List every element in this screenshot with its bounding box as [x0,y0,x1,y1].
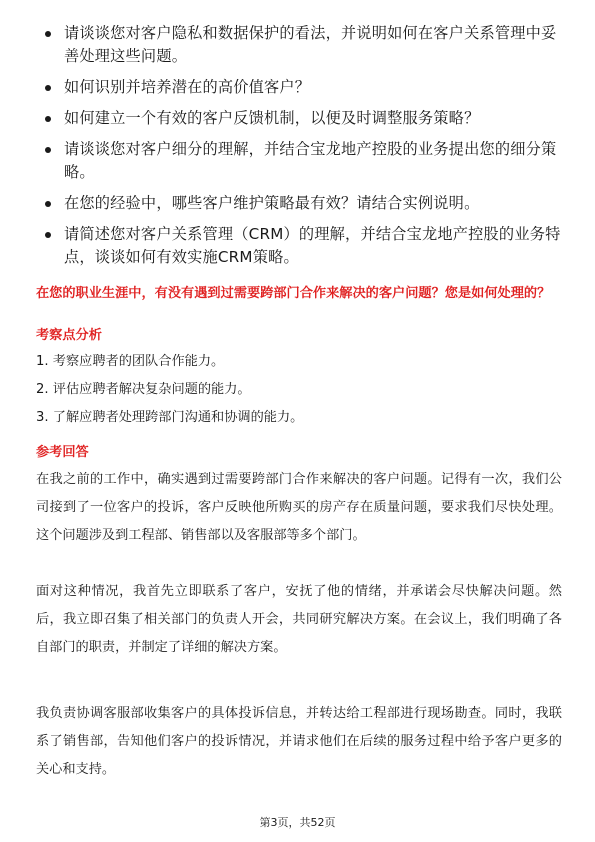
answer-paragraph: 面对这种情况，我首先立即联系了客户，安抚了他的情绪，并承诺会尽快解决问题。然后，我立即召集了相关部门的负责人开会，共同研究解决方案。在会议上，我们明确了各自部门的职责，并制定了详细的解决方案。 [36,584,562,655]
bullet-item [44,223,564,269]
question-bullet-list [44,22,564,277]
interview-question: 在您的职业生涯中，有没有遇到过需要跨部门合作来解决的客户问题？您是如何处理的？ [36,286,551,301]
bullet-item [44,138,564,184]
answer-paragraph: 我负责协调客服部收集客户的具体投诉信息，并转达给工程部进行现场勘查。同时，我联系了销售部，告知他们客户的投诉情况，并请求他们在后续的服务过程中给予客户更多的关心和支持。 [36,706,562,777]
analysis-item: 3. 了解应聘者处理跨部门沟通和协调的能力。 [36,410,304,425]
analysis-item: 1. 考察应聘者的团队合作能力。 [36,354,225,369]
bullet-dot-icon [45,147,51,153]
bullet-text: 请简述您对客户关系管理（CRM）的理解，并结合宝龙地产控股的业务特点，谈谈如何有效实施CRM策略。 [64,225,561,266]
answer-title: 参考回答 [36,445,89,460]
bullet-text: 请谈谈您对客户细分的理解，并结合宝龙地产控股的业务提出您的细分策略。 [64,140,557,181]
bullet-dot-icon [45,31,51,37]
page-number: 第3页，共52页 [259,816,336,829]
analysis-item: 2. 评估应聘者解决复杂问题的能力。 [36,382,251,397]
bullet-dot-icon [45,116,51,122]
bullet-text: 请谈谈您对客户隐私和数据保护的看法，并说明如何在客户关系管理中妥善处理这些问题。 [64,24,557,65]
bullet-dot-icon [45,201,51,207]
bullet-text: 如何识别并培养潜在的高价值客户？ [64,78,311,96]
bullet-text: 在您的经验中，哪些客户维护策略最有效？请结合实例说明。 [64,194,480,212]
bullet-dot-icon [45,85,51,91]
bullet-item [44,76,564,99]
bullet-item [44,22,564,68]
analysis-title: 考察点分析 [36,328,102,343]
bullet-item [44,192,564,215]
answer-paragraph: 在我之前的工作中，确实遇到过需要跨部门合作来解决的客户问题。记得有一次，我们公司接到了一位客户的投诉，客户反映他所购买的房产存在质量问题，要求我们尽快处理。这个问题涉及到工程部、销售部以及客服部等多个部门。 [36,472,562,543]
bullet-text: 如何建立一个有效的客户反馈机制，以便及时调整服务策略？ [64,109,480,127]
bullet-item [44,107,564,130]
bullet-dot-icon [45,232,51,238]
